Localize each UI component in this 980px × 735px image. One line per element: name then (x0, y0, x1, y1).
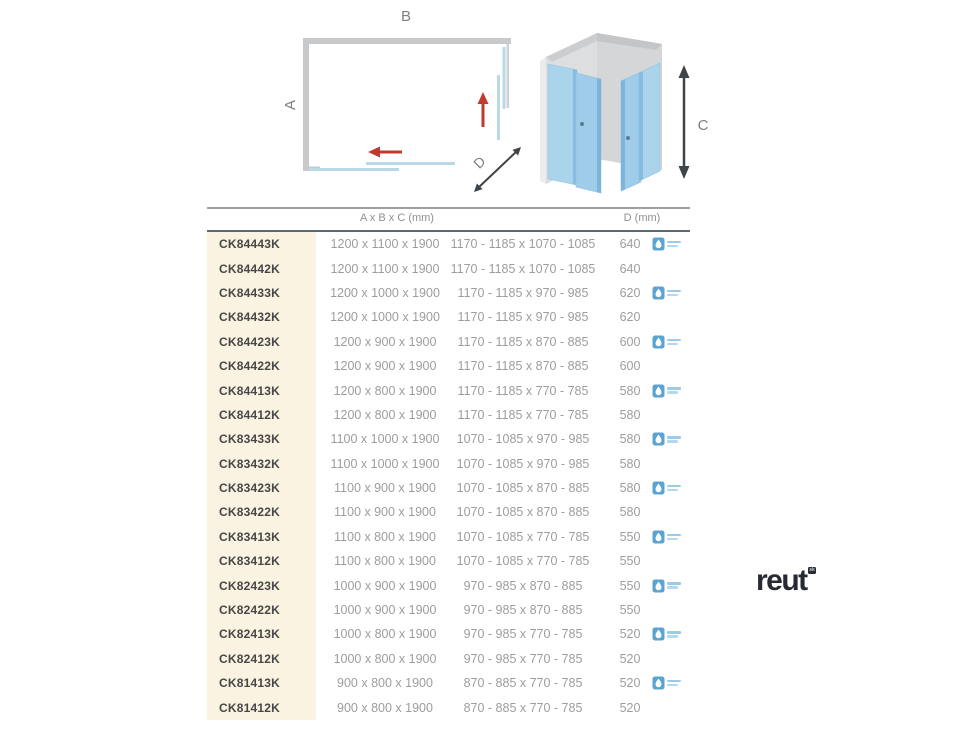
brand-logo-mark: sk (809, 567, 815, 573)
dim-label-c: C (697, 117, 709, 134)
adjustment-range-cell: 1170 - 1185 x 870 - 885 (457, 359, 589, 374)
table-row (207, 647, 690, 671)
iso-glass-left-panel-2-edge (597, 78, 601, 193)
plan-glass-bottom-upper (366, 162, 455, 165)
badge-cell (652, 286, 686, 300)
table-row (207, 281, 690, 305)
size-cell: 1200 x 900 x 1900 (333, 334, 437, 349)
glass-coating-badge (652, 432, 681, 446)
plan-glass-right-inner (497, 75, 500, 140)
adjustment-range-cell: 1170 - 1185 x 970 - 985 (457, 310, 589, 325)
table-row (207, 525, 690, 549)
product-code-cell: CK83423K (207, 476, 316, 500)
d-dimension-cell: 580 (619, 505, 641, 520)
dimension-diagram (0, 0, 980, 210)
size-cell: 900 x 800 x 1900 (337, 676, 433, 691)
glass-coating-badge (652, 237, 681, 251)
dim-label-a: A (282, 99, 299, 111)
adjustment-range-cell: 1170 - 1185 x 870 - 885 (457, 334, 589, 349)
size-cell: 1100 x 900 x 1900 (334, 505, 436, 520)
table-row (207, 256, 690, 280)
water-drop-icon (652, 384, 665, 398)
d-dimension-cell: 640 (619, 261, 641, 276)
table-row (207, 403, 690, 427)
d-dimension-cell: 550 (619, 554, 641, 569)
adjustment-range-cell: 870 - 885 x 770 - 785 (463, 676, 583, 691)
table-header (207, 212, 690, 229)
d-dimension-cell: 550 (619, 603, 641, 618)
product-code-cell: CK83422K (207, 500, 316, 524)
dim-arrow-c-icon (679, 65, 690, 179)
table-row (207, 500, 690, 524)
product-code-cell: CK81412K (207, 695, 316, 719)
product-code-cell: CK83432K (207, 452, 316, 476)
product-code-cell: CK84413K (207, 378, 316, 402)
water-drop-icon (652, 676, 665, 690)
adjustment-range-cell: 970 - 985 x 870 - 885 (463, 603, 583, 618)
table-row (207, 305, 690, 329)
glass-coating-badge (652, 579, 681, 593)
col-header-abc: A x B x C (mm) (360, 212, 434, 224)
adjustment-range-cell: 970 - 985 x 770 - 785 (463, 627, 583, 642)
adjustment-range-cell: 1170 - 1185 x 770 - 785 (457, 383, 589, 398)
size-cell: 1100 x 1000 x 1900 (330, 456, 440, 471)
table-rule-top (207, 207, 690, 209)
glass-coating-badge (652, 335, 681, 349)
slide-arrow-up-icon (478, 92, 489, 127)
glass-coating-badge (652, 676, 681, 690)
brand-logo-text: reut (756, 564, 807, 597)
table-row (207, 476, 690, 500)
d-dimension-cell: 640 (619, 237, 641, 252)
plan-wall-right-thin (507, 44, 510, 108)
iso-glass-right-panel-1-edge (621, 79, 625, 191)
table-row (207, 622, 690, 646)
iso-glass-right-panel-2-edge (639, 71, 643, 181)
size-cell: 1200 x 900 x 1900 (333, 359, 437, 374)
product-code-cell: CK82412K (207, 647, 316, 671)
product-code-cell: CK82422K (207, 598, 316, 622)
adjustment-range-cell: 870 - 885 x 770 - 785 (463, 700, 583, 715)
dim-label-d: D (470, 153, 489, 172)
water-drop-icon (652, 627, 665, 641)
d-dimension-cell: 600 (619, 359, 641, 374)
product-code-cell: CK84442K (207, 256, 316, 280)
water-drop-icon (652, 481, 665, 495)
iso-wall-left-outer (540, 57, 546, 184)
plan-wall-left (303, 38, 309, 171)
slide-arrow-left-icon (368, 147, 402, 158)
badge-text-lines (667, 534, 681, 541)
size-cell: 1100 x 800 x 1900 (334, 529, 436, 544)
product-code-cell: CK84432K (207, 305, 316, 329)
size-cell: 1200 x 1000 x 1900 (330, 285, 440, 300)
d-dimension-cell: 520 (619, 651, 641, 666)
d-dimension-cell: 620 (619, 310, 641, 325)
table-row (207, 671, 690, 695)
water-drop-icon (652, 579, 665, 593)
product-code-cell: CK84423K (207, 330, 316, 354)
water-drop-icon (652, 286, 665, 300)
badge-cell (652, 432, 686, 446)
size-cell: 1000 x 900 x 1900 (333, 603, 437, 618)
table-row (207, 330, 690, 354)
water-drop-icon (652, 432, 665, 446)
adjustment-range-cell: 1170 - 1185 x 770 - 785 (457, 407, 589, 422)
badge-text-lines (667, 241, 681, 248)
badge-cell (652, 335, 686, 349)
badge-cell (652, 627, 686, 641)
table-row (207, 573, 690, 597)
plan-glass-right-outer (503, 47, 506, 109)
size-cell: 1200 x 1100 x 1900 (330, 237, 440, 252)
badge-cell (652, 481, 686, 495)
d-dimension-cell: 550 (619, 529, 641, 544)
d-dimension-cell: 580 (619, 383, 641, 398)
product-code-cell: CK81413K (207, 671, 316, 695)
glass-coating-badge (652, 481, 681, 495)
table-row (207, 598, 690, 622)
brand-logo (756, 566, 816, 596)
badge-text-lines (667, 631, 681, 638)
product-code-cell: CK84412K (207, 403, 316, 427)
product-code-cell: CK84422K (207, 354, 316, 378)
water-drop-icon (652, 530, 665, 544)
product-code-cell: CK82413K (207, 622, 316, 646)
product-code-cell: CK83413K (207, 525, 316, 549)
product-code-cell: CK83433K (207, 427, 316, 451)
adjustment-range-cell: 1070 - 1085 x 770 - 785 (456, 554, 590, 569)
plan-glass-bottom-lower (309, 168, 399, 171)
product-code-cell: CK83412K (207, 549, 316, 573)
size-cell: 1100 x 900 x 1900 (334, 481, 436, 496)
size-cell: 1100 x 800 x 1900 (334, 554, 436, 569)
iso-floor (599, 160, 621, 194)
adjustment-range-cell: 1170 - 1185 x 1070 - 1085 (450, 237, 596, 252)
badge-cell (652, 530, 686, 544)
badge-cell (652, 579, 686, 593)
badge-cell (652, 237, 686, 251)
glass-coating-badge (652, 627, 681, 641)
size-cell: 1000 x 900 x 1900 (333, 578, 437, 593)
water-drop-icon (652, 335, 665, 349)
d-dimension-cell: 620 (619, 285, 641, 300)
d-dimension-cell: 580 (619, 456, 641, 471)
iso-view (540, 33, 709, 194)
badge-text-lines (667, 582, 681, 589)
size-cell: 900 x 800 x 1900 (337, 700, 433, 715)
badge-text-lines (667, 387, 681, 394)
d-dimension-cell: 520 (619, 700, 641, 715)
d-dimension-cell: 580 (619, 432, 641, 447)
adjustment-range-cell: 1070 - 1085 x 870 - 885 (456, 481, 590, 496)
badge-cell (652, 676, 686, 690)
plan-view (282, 8, 521, 192)
water-drop-icon (652, 237, 665, 251)
adjustment-range-cell: 1070 - 1085 x 870 - 885 (456, 505, 590, 520)
door-handle-left-icon (580, 122, 584, 126)
badge-cell (652, 384, 686, 398)
badge-text-lines (667, 680, 681, 687)
product-code-cell: CK82423K (207, 573, 316, 597)
glass-coating-badge (652, 530, 681, 544)
plan-wall-top (303, 38, 511, 44)
size-cell: 1200 x 800 x 1900 (333, 407, 437, 422)
glass-coating-badge (652, 384, 681, 398)
badge-text-lines (667, 290, 681, 297)
d-dimension-cell: 580 (619, 481, 641, 496)
adjustment-range-cell: 1170 - 1185 x 1070 - 1085 (450, 261, 596, 276)
adjustment-range-cell: 1070 - 1085 x 970 - 985 (456, 456, 590, 471)
d-dimension-cell: 550 (619, 578, 641, 593)
iso-glass-left-panel-1 (548, 64, 577, 185)
size-cell: 1000 x 800 x 1900 (333, 651, 437, 666)
badge-text-lines (667, 436, 681, 443)
table-row (207, 354, 690, 378)
product-code-cell: CK84433K (207, 281, 316, 305)
size-cell: 1200 x 1100 x 1900 (330, 261, 440, 276)
col-header-d: D (mm) (623, 212, 661, 224)
table-row (207, 549, 690, 573)
size-cell: 1200 x 800 x 1900 (333, 383, 437, 398)
d-dimension-cell: 520 (619, 627, 641, 642)
size-cell: 1000 x 800 x 1900 (333, 627, 437, 642)
table-row (207, 232, 690, 256)
size-cell: 1200 x 1000 x 1900 (330, 310, 440, 325)
d-dimension-cell: 600 (619, 334, 641, 349)
adjustment-range-cell: 970 - 985 x 770 - 785 (463, 651, 583, 666)
d-dimension-cell: 580 (619, 407, 641, 422)
table-row (207, 427, 690, 451)
product-code-cell: CK84443K (207, 232, 316, 256)
adjustment-range-cell: 1070 - 1085 x 970 - 985 (456, 432, 590, 447)
glass-coating-badge (652, 286, 681, 300)
dim-label-b: B (400, 8, 412, 25)
table-row (207, 695, 690, 719)
badge-text-lines (667, 485, 681, 492)
adjustment-range-cell: 1170 - 1185 x 970 - 985 (457, 285, 589, 300)
table-row (207, 378, 690, 402)
table-body (207, 232, 690, 720)
badge-text-lines (667, 339, 681, 346)
table-row (207, 452, 690, 476)
adjustment-range-cell: 1070 - 1085 x 770 - 785 (456, 529, 590, 544)
d-dimension-cell: 520 (619, 676, 641, 691)
size-cell: 1100 x 1000 x 1900 (330, 432, 440, 447)
door-handle-right-icon (626, 136, 630, 140)
adjustment-range-cell: 970 - 985 x 870 - 885 (463, 578, 583, 593)
